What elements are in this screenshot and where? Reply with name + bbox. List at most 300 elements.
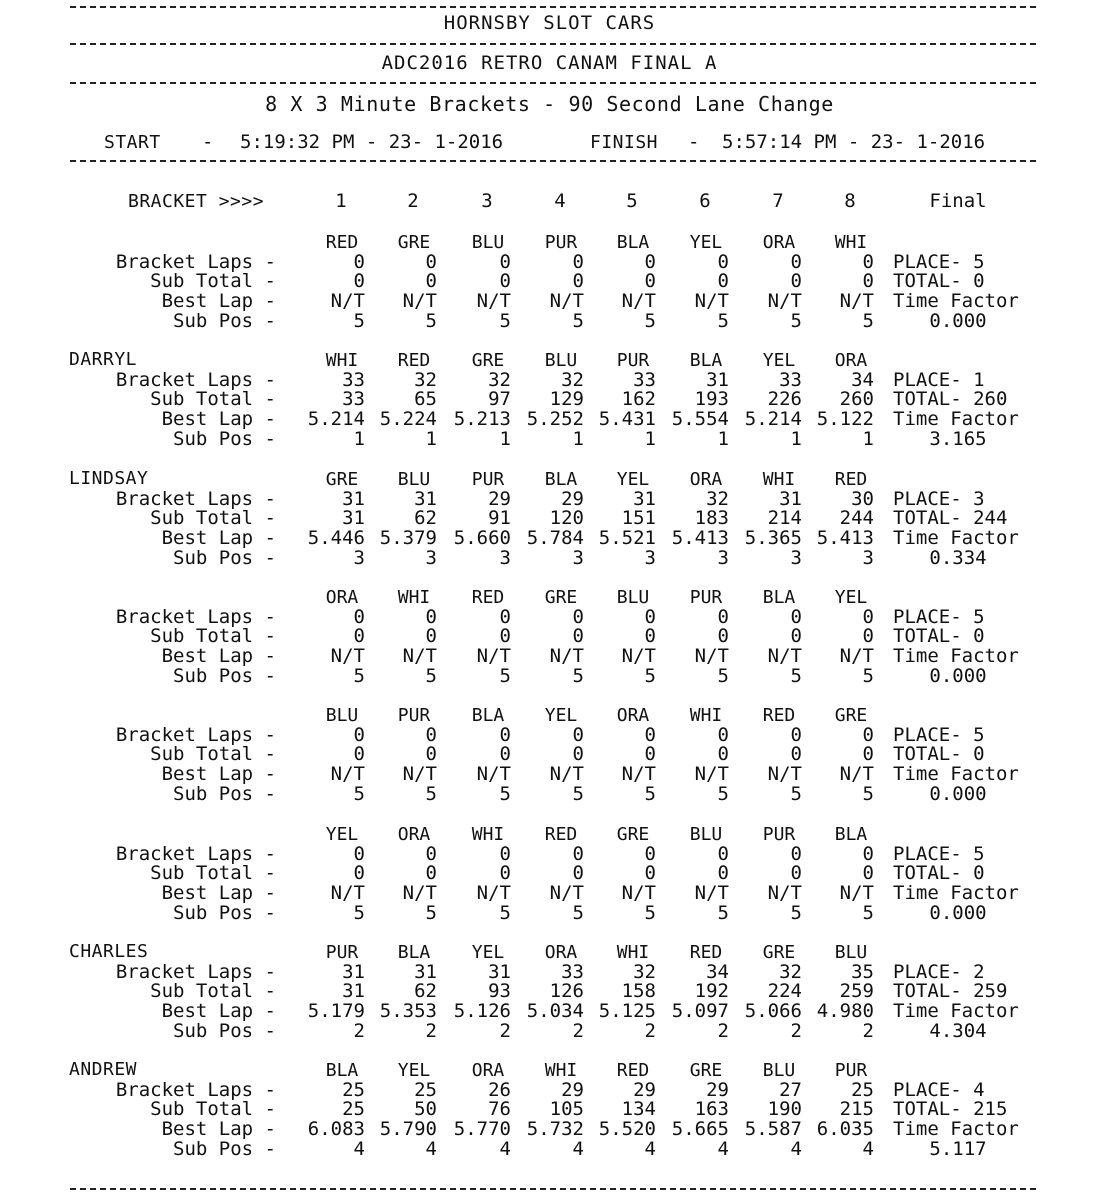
subpos-cell: 5: [353, 310, 365, 332]
subpos-cell: 5: [572, 902, 584, 924]
bestlap-cell: N/T: [476, 763, 511, 785]
lane-color: YEL: [397, 1060, 431, 1081]
subtotal-cell: 62: [414, 507, 437, 529]
time-factor-value: 0.000: [929, 902, 987, 924]
subpos-cell: 5: [644, 665, 656, 687]
subtotal-cell: 0: [353, 862, 365, 884]
laps-cell: 31: [706, 369, 729, 391]
laps-cell: 34: [851, 369, 874, 391]
subpos-cell: 5: [644, 783, 656, 805]
lane-color: YEL: [762, 350, 796, 371]
subpos-cell: 2: [572, 1020, 584, 1042]
bestlap-cell: 5.353: [379, 1000, 437, 1022]
subtotal-cell: 0: [862, 743, 874, 765]
bestlap-cell: N/T: [549, 645, 584, 667]
bestlap-cell: N/T: [549, 763, 584, 785]
final-label: Final: [929, 190, 987, 212]
subpos-cell: 3: [572, 547, 584, 569]
laps-cell: 0: [353, 606, 365, 628]
finish-time: 5:57:14 PM - 23- 1-2016: [722, 131, 986, 153]
subpos-cell: 3: [644, 547, 656, 569]
lane-color: BLU: [325, 705, 359, 726]
subpos-cell: 5: [425, 665, 437, 687]
lane-color: YEL: [689, 232, 723, 253]
lane-color: BLA: [397, 942, 431, 963]
lane-color: BLA: [325, 1060, 359, 1081]
lane-color: WHI: [544, 1060, 578, 1081]
bestlap-cell: 5.521: [598, 527, 656, 549]
lane-color: WHI: [616, 942, 650, 963]
time-factor-value: 0.000: [929, 310, 987, 332]
bestlap-cell: 5.770: [453, 1118, 511, 1140]
place-value: PLACE- 3: [893, 488, 985, 510]
subtotal-cell: 0: [644, 743, 656, 765]
total-value: TOTAL- 0: [893, 743, 985, 765]
driver-name: DARRYL: [69, 349, 138, 370]
laps-cell: 25: [342, 1079, 365, 1101]
bestlap-cell: 5.587: [744, 1118, 802, 1140]
lane-color: RED: [544, 824, 578, 845]
subtotal-cell: 163: [694, 1098, 729, 1120]
bestlap-cell: N/T: [694, 645, 729, 667]
start-time: 5:19:32 PM - 23- 1-2016: [240, 131, 504, 153]
bestlap-cell: N/T: [767, 290, 802, 312]
best-lap-label: Best Lap -: [161, 645, 276, 667]
subtotal-cell: 0: [862, 862, 874, 884]
bracket-number: 2: [407, 190, 419, 212]
subtotal-cell: 162: [621, 388, 656, 410]
subpos-cell: 5: [862, 783, 874, 805]
sub-pos-label: Sub Pos -: [173, 665, 276, 687]
laps-cell: 0: [425, 843, 437, 865]
lane-color: YEL: [544, 705, 578, 726]
subpos-cell: 4: [644, 1138, 656, 1160]
laps-cell: 0: [572, 606, 584, 628]
sub-pos-label: Sub Pos -: [173, 783, 276, 805]
subpos-cell: 2: [644, 1020, 656, 1042]
bestlap-cell: N/T: [402, 645, 437, 667]
place-value: PLACE- 2: [893, 961, 985, 983]
subtotal-cell: 93: [488, 980, 511, 1002]
sub-pos-label: Sub Pos -: [173, 310, 276, 332]
lane-color: GRE: [762, 942, 796, 963]
subpos-cell: 4: [572, 1138, 584, 1160]
bestlap-cell: N/T: [330, 882, 365, 904]
laps-cell: 0: [572, 843, 584, 865]
subpos-cell: 1: [425, 428, 437, 450]
subpos-cell: 1: [499, 428, 511, 450]
subpos-cell: 5: [572, 665, 584, 687]
lane-color: YEL: [471, 942, 505, 963]
lane-color: BLU: [616, 587, 650, 608]
laps-cell: 0: [644, 251, 656, 273]
subtotal-cell: 0: [499, 625, 511, 647]
bestlap-cell: N/T: [330, 290, 365, 312]
subpos-cell: 5: [790, 665, 802, 687]
laps-cell: 30: [851, 488, 874, 510]
total-value: TOTAL- 259: [893, 980, 1008, 1002]
subtotal-cell: 193: [694, 388, 729, 410]
subtotal-cell: 0: [717, 625, 729, 647]
subpos-cell: 2: [425, 1020, 437, 1042]
results-sheet: HORNSBY SLOT CARS ADC2016 RETRO CANAM FINAL A 8 X 3 Minute Brackets - 90 Second Lane Change START - 5:19:32 PM - 23- 1-2016 FINISH - 5:57:14 PM - 23- 1-2016 BRACKET >>>> 1 2 3 4 5 6 7 8 Final RED GRE BLU PUR BLA YEL ORA WHI Bracket Laps - 0 0 0 0 0 0 0 0 PLACE- 5 Sub Total - 0 0 0 0 0 0 0 0 TOTAL- 0 Best Lap - N/T N/T N/T N/T N/T N/T N/T N/T Time Factor Sub Pos - 5 5 5 5 5 5 5 5 0.000 DARRYL WHI RED GRE BLU PUR BLA YEL ORA Bracket Laps - 33 32 32 32 33 31 33 34 PLACE- 1 Sub Total - 33 65 97 129 162 193 226 260 TOTAL- 260 Best Lap - 5.214 5.224 5.213 5.252 5.431 5.554 5.214 5.122 Time Factor Sub Pos - 1 1 1 1 1 1 1 1 3.165 LINDSAY GRE BLU PUR BLA YEL ORA WHI RED Bracket Laps - 31 31 29 29 31 32 31 30 PLACE- 3 Sub Total - 31 62 91 120 151 183 214 244 TOTAL- 244 Best Lap - 5.446 5.379 5.660 5.784 5.521 5.413 5.365 5.413 Time Factor Sub Pos - 3 3 3 3 3 3 3 3 0.334 ORA WHI RED GRE BLU PUR BLA YEL Bracket Laps - 0 0 0 0 0 0 0 0 PLACE- 5 Sub Total - 0 0 0 0 0 0 0 0 TOTAL- 0 Best Lap - N/T N/T N/T N/T N/T N/T N/T N/T Time Factor Sub Pos - 5 5 5 5 5 5 5 5 0.000 BLU PUR BLA YEL ORA WHI RED GRE Bracket Laps - 0 0 0 0 0 0 0 0 PLACE- 5 Sub Total - 0 0 0 0 0 0 0 0 TOTAL- 0 Best Lap - N/T N/T N/T N/T N/T N/T N/T N/T Time Factor Sub Pos - 5 5 5 5 5 5 5 5 0.000 YEL ORA WHI RED GRE BLU PUR BLA Bracket Laps - 0 0 0 0 0 0 0 0 PLACE- 5 Sub Total - 0 0 0 0 0 0 0 0 TOTAL- 0 Best Lap - N/T N/T N/T N/T N/T N/T N/T N/T Time Factor Sub Pos - 5 5 5 5 5 5 5 5 0.000 CHARLES PUR BLA YEL ORA WHI RED GRE BLU Bracket Laps - 31 31 31 33 32 34 32 35 PLACE- 2 Sub Total - 31 62 93 126 158 192 224 259 TOTAL- 259 Best Lap - 5.179 5.353 5.126 5.034 5.125 5.097 5.066 4.980 Time Factor Sub Pos - 2 2 2 2 2 2 2 2 4.304 ANDREW BLA YEL ORA WHI RED GRE BLU PUR Bracket Laps - 25 25 26 29 29 29 27 25 PLACE- 4 Sub Total - 25 50 76 105 134 163 190 215 TOTAL- 215 Best Lap - 6.083 5.790 5.770 5.732 5.520 5.665 5.587 6.035 Time Factor Sub Pos - 4 4 4 4 4 4 4 4 5.117: [0, 0, 1099, 1200]
sub-pos-label: Sub Pos -: [173, 902, 276, 924]
subpos-cell: 5: [862, 665, 874, 687]
subtotal-cell: 134: [621, 1098, 656, 1120]
bestlap-cell: 5.790: [379, 1118, 437, 1140]
laps-cell: 0: [790, 724, 802, 746]
subtotal-cell: 0: [572, 743, 584, 765]
lane-color: BLU: [762, 1060, 796, 1081]
laps-cell: 0: [425, 251, 437, 273]
lane-color: RED: [834, 469, 868, 490]
laps-cell: 29: [561, 488, 584, 510]
laps-cell: 0: [425, 606, 437, 628]
bestlap-cell: 5.224: [379, 408, 437, 430]
bestlap-cell: 5.213: [453, 408, 511, 430]
laps-cell: 32: [488, 369, 511, 391]
lane-color: BLA: [616, 232, 650, 253]
lane-color: WHI: [325, 350, 359, 371]
lane-color: YEL: [616, 469, 650, 490]
lane-color: PUR: [762, 824, 796, 845]
driver-name: ANDREW: [69, 1059, 138, 1080]
bestlap-cell: 4.980: [816, 1000, 874, 1022]
subtotal-cell: 158: [621, 980, 656, 1002]
sub-pos-label: Sub Pos -: [173, 428, 276, 450]
place-value: PLACE- 5: [893, 606, 985, 628]
subpos-cell: 5: [425, 783, 437, 805]
subpos-cell: 5: [499, 902, 511, 924]
lane-color: ORA: [834, 350, 868, 371]
bestlap-cell: 5.097: [671, 1000, 729, 1022]
laps-cell: 0: [572, 251, 584, 273]
bestlap-cell: 5.413: [671, 527, 729, 549]
bestlap-cell: 5.066: [744, 1000, 802, 1022]
subpos-cell: 2: [717, 1020, 729, 1042]
total-value: TOTAL- 0: [893, 862, 985, 884]
subpos-cell: 4: [353, 1138, 365, 1160]
bestlap-cell: N/T: [330, 645, 365, 667]
subtotal-cell: 105: [549, 1098, 584, 1120]
laps-cell: 33: [633, 369, 656, 391]
sub-pos-label: Sub Pos -: [173, 1020, 276, 1042]
subpos-cell: 5: [499, 665, 511, 687]
lane-color: PUR: [616, 350, 650, 371]
subpos-cell: 3: [862, 547, 874, 569]
laps-cell: 29: [706, 1079, 729, 1101]
bestlap-cell: N/T: [694, 882, 729, 904]
lane-color: GRE: [834, 705, 868, 726]
best-lap-label: Best Lap -: [161, 527, 276, 549]
sub-total-label: Sub Total -: [150, 1098, 276, 1120]
start-label: START: [104, 132, 161, 153]
bracket-laps-label: Bracket Laps -: [115, 606, 276, 628]
bestlap-cell: 5.431: [598, 408, 656, 430]
time-factor-value: 0.000: [929, 665, 987, 687]
sub-total-label: Sub Total -: [150, 507, 276, 529]
subtotal-cell: 0: [353, 625, 365, 647]
best-lap-label: Best Lap -: [161, 763, 276, 785]
laps-cell: 0: [499, 251, 511, 273]
lane-color: GRE: [544, 587, 578, 608]
lane-color: PUR: [544, 232, 578, 253]
subtotal-cell: 0: [353, 270, 365, 292]
laps-cell: 0: [862, 843, 874, 865]
subtotal-cell: 0: [790, 270, 802, 292]
laps-cell: 0: [353, 843, 365, 865]
subtotal-cell: 0: [425, 862, 437, 884]
time-factor-value: 4.304: [929, 1020, 987, 1042]
subpos-cell: 3: [425, 547, 437, 569]
lane-color: WHI: [397, 587, 431, 608]
subtotal-cell: 224: [767, 980, 802, 1002]
lane-color: BLA: [544, 469, 578, 490]
place-value: PLACE- 5: [893, 251, 985, 273]
laps-cell: 0: [644, 606, 656, 628]
subtotal-cell: 0: [790, 862, 802, 884]
laps-cell: 27: [779, 1079, 802, 1101]
subtotal-cell: 0: [572, 862, 584, 884]
subtotal-cell: 0: [572, 270, 584, 292]
laps-cell: 26: [488, 1079, 511, 1101]
laps-cell: 0: [862, 606, 874, 628]
lane-color: BLA: [762, 587, 796, 608]
subpos-cell: 5: [717, 902, 729, 924]
sub-pos-label: Sub Pos -: [173, 1138, 276, 1160]
laps-cell: 32: [779, 961, 802, 983]
lane-color: BLU: [834, 942, 868, 963]
bestlap-cell: N/T: [476, 882, 511, 904]
subpos-cell: 5: [862, 902, 874, 924]
bracket-laps-label: Bracket Laps -: [115, 488, 276, 510]
sub-total-label: Sub Total -: [150, 743, 276, 765]
subpos-cell: 1: [717, 428, 729, 450]
subtotal-cell: 259: [839, 980, 874, 1002]
total-value: TOTAL- 260: [893, 388, 1008, 410]
laps-cell: 32: [633, 961, 656, 983]
subtotal-cell: 0: [717, 270, 729, 292]
divider: [70, 160, 1036, 162]
bestlap-cell: N/T: [476, 645, 511, 667]
lane-color: ORA: [689, 469, 723, 490]
subpos-cell: 5: [425, 310, 437, 332]
total-value: TOTAL- 244: [893, 507, 1008, 529]
laps-cell: 0: [717, 251, 729, 273]
laps-cell: 0: [790, 606, 802, 628]
divider: [70, 6, 1036, 8]
lane-color: BLU: [397, 469, 431, 490]
time-factor-value: 3.165: [929, 428, 987, 450]
sub-total-label: Sub Total -: [150, 980, 276, 1002]
sub-total-label: Sub Total -: [150, 270, 276, 292]
sub-total-label: Sub Total -: [150, 862, 276, 884]
laps-cell: 0: [353, 724, 365, 746]
subtotal-cell: 0: [425, 270, 437, 292]
subpos-cell: 5: [862, 310, 874, 332]
subtotal-cell: 244: [839, 507, 874, 529]
best-lap-label: Best Lap -: [161, 290, 276, 312]
lane-color: PUR: [325, 942, 359, 963]
subtotal-cell: 0: [644, 270, 656, 292]
subtotal-cell: 91: [488, 507, 511, 529]
subpos-cell: 5: [790, 902, 802, 924]
driver-name: LINDSAY: [69, 468, 149, 489]
bestlap-cell: 5.379: [379, 527, 437, 549]
bracket-label: BRACKET >>>>: [128, 191, 265, 212]
lane-color: RED: [325, 232, 359, 253]
total-value: TOTAL- 0: [893, 270, 985, 292]
subtotal-cell: 50: [414, 1098, 437, 1120]
best-lap-label: Best Lap -: [161, 882, 276, 904]
laps-cell: 31: [779, 488, 802, 510]
subpos-cell: 5: [425, 902, 437, 924]
subtotal-cell: 0: [425, 625, 437, 647]
bestlap-cell: N/T: [621, 645, 656, 667]
place-value: PLACE- 4: [893, 1079, 985, 1101]
laps-cell: 34: [706, 961, 729, 983]
best-lap-label: Best Lap -: [161, 1118, 276, 1140]
event-title: ADC2016 RETRO CANAM FINAL A: [381, 52, 718, 74]
laps-cell: 0: [499, 843, 511, 865]
laps-cell: 31: [342, 961, 365, 983]
bestlap-cell: N/T: [476, 290, 511, 312]
bracket-number: 6: [699, 190, 711, 212]
laps-cell: 29: [633, 1079, 656, 1101]
bestlap-cell: N/T: [621, 882, 656, 904]
subpos-cell: 4: [499, 1138, 511, 1160]
bestlap-cell: N/T: [402, 882, 437, 904]
subtotal-cell: 0: [353, 743, 365, 765]
subpos-cell: 5: [499, 783, 511, 805]
bestlap-cell: 5.252: [526, 408, 584, 430]
bestlap-cell: N/T: [621, 763, 656, 785]
subpos-cell: 4: [717, 1138, 729, 1160]
lane-color: GRE: [616, 824, 650, 845]
bestlap-cell: 5.126: [453, 1000, 511, 1022]
finish-label: FINISH: [590, 132, 659, 153]
laps-cell: 31: [414, 961, 437, 983]
subpos-cell: 5: [790, 783, 802, 805]
bracket-laps-label: Bracket Laps -: [115, 961, 276, 983]
place-value: PLACE- 5: [893, 843, 985, 865]
lane-color: YEL: [834, 587, 868, 608]
time-factor-label: Time Factor: [893, 1118, 1019, 1140]
bestlap-cell: 5.179: [307, 1000, 365, 1022]
laps-cell: 0: [862, 724, 874, 746]
lane-color: WHI: [762, 469, 796, 490]
lane-color: BLU: [689, 824, 723, 845]
lane-color: BLA: [471, 705, 505, 726]
subtotal-cell: 0: [644, 862, 656, 884]
bracket-number: 4: [554, 190, 566, 212]
subtotal-cell: 0: [644, 625, 656, 647]
subpos-cell: 2: [790, 1020, 802, 1042]
lane-color: BLA: [834, 824, 868, 845]
laps-cell: 33: [779, 369, 802, 391]
bestlap-cell: N/T: [839, 645, 874, 667]
bestlap-cell: 5.034: [526, 1000, 584, 1022]
time-factor-label: Time Factor: [893, 645, 1019, 667]
bestlap-cell: 5.125: [598, 1000, 656, 1022]
bracket-laps-label: Bracket Laps -: [115, 724, 276, 746]
lane-color: WHI: [471, 824, 505, 845]
laps-cell: 0: [644, 724, 656, 746]
subpos-cell: 5: [353, 783, 365, 805]
subtotal-cell: 65: [414, 388, 437, 410]
laps-cell: 33: [342, 369, 365, 391]
lane-color: GRE: [689, 1060, 723, 1081]
subpos-cell: 4: [790, 1138, 802, 1160]
bestlap-cell: 6.083: [307, 1118, 365, 1140]
subpos-cell: 5: [499, 310, 511, 332]
subtotal-cell: 0: [425, 743, 437, 765]
subtotal-cell: 126: [549, 980, 584, 1002]
laps-cell: 32: [561, 369, 584, 391]
lane-color: ORA: [397, 824, 431, 845]
bestlap-cell: 5.660: [453, 527, 511, 549]
subtotal-cell: 192: [694, 980, 729, 1002]
lane-color: RED: [471, 587, 505, 608]
laps-cell: 0: [790, 251, 802, 273]
subtotal-cell: 214: [767, 507, 802, 529]
time-factor-label: Time Factor: [893, 1000, 1019, 1022]
bracket-number: 7: [772, 190, 784, 212]
time-factor-value: 0.334: [929, 547, 987, 569]
subpos-cell: 3: [353, 547, 365, 569]
laps-cell: 31: [633, 488, 656, 510]
time-factor-value: 0.000: [929, 783, 987, 805]
laps-cell: 0: [499, 606, 511, 628]
subtotal-cell: 183: [694, 507, 729, 529]
bestlap-cell: 5.732: [526, 1118, 584, 1140]
bestlap-cell: N/T: [839, 763, 874, 785]
subpos-cell: 5: [644, 902, 656, 924]
sub-total-label: Sub Total -: [150, 625, 276, 647]
bestlap-cell: N/T: [330, 763, 365, 785]
subtotal-cell: 260: [839, 388, 874, 410]
club-title: HORNSBY SLOT CARS: [443, 12, 656, 34]
total-value: TOTAL- 215: [893, 1098, 1008, 1120]
lane-color: PUR: [689, 587, 723, 608]
bestlap-cell: N/T: [402, 763, 437, 785]
bestlap-cell: 5.520: [598, 1118, 656, 1140]
subpos-cell: 5: [790, 310, 802, 332]
subpos-cell: 5: [572, 783, 584, 805]
time-factor-value: 5.117: [929, 1138, 987, 1160]
subpos-cell: 3: [717, 547, 729, 569]
place-value: PLACE- 1: [893, 369, 985, 391]
bestlap-cell: N/T: [839, 290, 874, 312]
lane-color: ORA: [325, 587, 359, 608]
subtotal-cell: 0: [572, 625, 584, 647]
subtotal-cell: 0: [862, 625, 874, 647]
lane-color: BLA: [689, 350, 723, 371]
bestlap-cell: N/T: [621, 290, 656, 312]
laps-cell: 0: [717, 606, 729, 628]
laps-cell: 0: [717, 843, 729, 865]
lane-color: WHI: [834, 232, 868, 253]
subpos-cell: 5: [572, 310, 584, 332]
time-factor-label: Time Factor: [893, 527, 1019, 549]
bestlap-cell: N/T: [767, 645, 802, 667]
subtotal-cell: 129: [549, 388, 584, 410]
laps-cell: 25: [851, 1079, 874, 1101]
lane-color: ORA: [616, 705, 650, 726]
laps-cell: 0: [425, 724, 437, 746]
race-format: 8 X 3 Minute Brackets - 90 Second Lane Change: [265, 92, 834, 116]
bestlap-cell: N/T: [549, 290, 584, 312]
